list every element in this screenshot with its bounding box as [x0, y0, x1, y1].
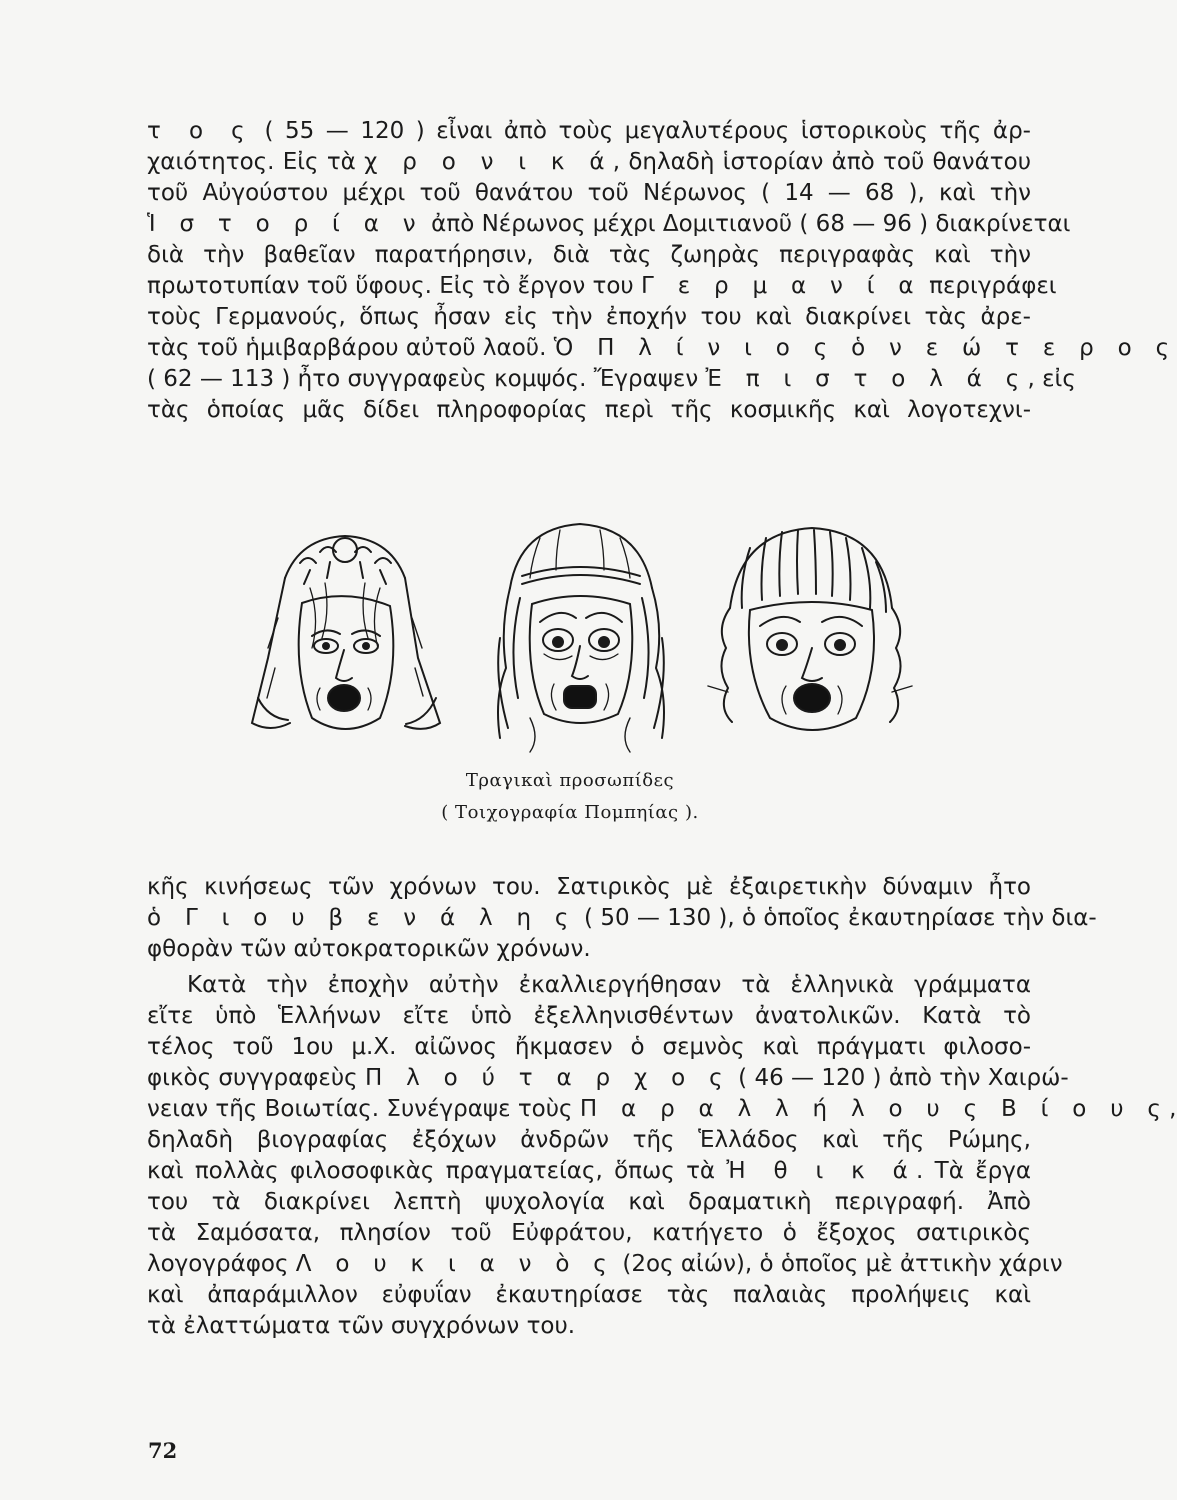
text-line	[147, 178, 1031, 209]
text-run: ( 55 — 120 ) εἶναι ἀπὸ τοὺς μεγαλυτέρους ἱστορικοὺς τῆς ἀρ-	[252, 118, 1031, 144]
emphasized-term: Π α ρ α λ λ ή λ ο υ ς Β ί ο υ ς	[579, 1096, 1170, 1122]
text-line	[147, 903, 1097, 934]
text-run: χαιότητος. Εἰς τὰ	[147, 149, 365, 175]
emphasized-term: τ ο ς	[147, 118, 253, 144]
text-line	[147, 1218, 1031, 1249]
text-run: φθορὰν τῶν αὐτοκρατορικῶν χρόνων.	[147, 936, 591, 962]
text-line	[147, 1280, 1031, 1311]
text-run: πρωτοτυπίαν τοῦ ὕφους. Εἰς τὸ ἔργον του	[147, 273, 642, 299]
emphasized-term: Ἠ θ ι κ ά	[726, 1158, 917, 1184]
text-run: λογογράφος	[147, 1251, 296, 1277]
text-line	[147, 872, 1031, 903]
text-run: φικὸς συγγραφεὺς	[147, 1065, 365, 1091]
paragraph-1	[147, 872, 1097, 965]
text-line	[147, 1311, 1031, 1342]
emphasized-term: Ὁ Π λ ί ν ι ο ς ὁ ν ε ώ τ ε ρ ο ς	[553, 335, 1177, 361]
text-line	[147, 395, 1031, 426]
figure-tragic-masks	[240, 518, 920, 754]
text-run: Κατὰ τὴν ἐποχὴν αὐτὴν ἐκαλλιεργήθησαν τὰ ἑλληνικὰ γράμματα	[187, 972, 1031, 998]
text-run: περιγράφει	[921, 273, 1057, 299]
text-run: τὰ ἐλαττώματα τῶν συγχρόνων του.	[147, 1313, 576, 1339]
emphasized-term: Π λ ο ύ τ α ρ χ ο ς	[364, 1065, 731, 1091]
text-line	[147, 209, 1071, 240]
page-number: 72	[148, 1438, 178, 1463]
emphasized-term: Γ ε ρ μ α ν ί α	[641, 273, 922, 299]
text-run: . Τὰ ἔργα	[916, 1158, 1031, 1184]
text-run: εἴτε ὑπὸ Ἑλλήνων εἴτε ὑπὸ ἐξελληνισθέντων ἀνατολικῶν. Κατὰ τὸ	[147, 1003, 1031, 1029]
text-line	[147, 147, 1031, 178]
emphasized-term: Λ ο υ κ ι α ν ὸ ς	[295, 1251, 616, 1277]
text-line	[147, 1094, 1177, 1125]
text-run: τοῦ Αὐγούστου μέχρι τοῦ θανάτου τοῦ Νέρωνος ( 14 — 68 ), καὶ τὴν	[147, 180, 1031, 206]
text-run: ( 62 — 113 ) ἦτο συγγραφεὺς κομψός. Ἔγραψεν	[147, 366, 706, 392]
text-run: τέλος τοῦ 1ου μ.Χ. αἰῶνος ἤκμασεν ὁ σεμνὸς καὶ πράγματι φιλοσο-	[147, 1034, 1031, 1060]
text-run: του τὰ διακρίνει λεπτὴ ψυχολογία καὶ δραματικὴ περιγραφή. Ἀπὸ	[147, 1189, 1031, 1215]
text-run: καὶ πολλὰς φιλοσοφικὰς πραγματείας, ὅπως τὰ	[147, 1158, 727, 1184]
text-block-top	[147, 116, 1177, 426]
text-run: ,	[1169, 1096, 1177, 1122]
text-run: τὰς ὁποίας μᾶς δίδει πληροφορίας περὶ τῆς κοσμικῆς καὶ λογοτεχνι-	[147, 397, 1031, 423]
text-line	[147, 1032, 1031, 1063]
text-line	[147, 302, 1031, 333]
text-run: , δηλαδὴ ἱστορίαν ἀπὸ τοῦ θανάτου	[612, 149, 1031, 175]
emphasized-term: Ἱ σ τ ο ρ ί α ν	[147, 211, 424, 237]
text-run: νειαν τῆς Βοιωτίας. Συνέγραψε τοὺς	[147, 1096, 580, 1122]
text-run: κῆς κινήσεως τῶν χρόνων του. Σατιρικὸς μὲ ἐξαιρετικὴν δύναμιν ἦτο	[147, 874, 1031, 900]
text-line	[147, 1187, 1031, 1218]
text-line	[147, 240, 1031, 271]
text-run: τοὺς Γερμανούς, ὅπως ἦσαν εἰς τὴν ἐποχήν του καὶ διακρίνει τὰς ἀρε-	[147, 304, 1031, 330]
text-line	[147, 1001, 1031, 1032]
text-line	[147, 333, 1177, 364]
text-run: τὰ Σαμόσατα, πλησίον τοῦ Εὐφράτου, κατήγετο ὁ ἔξοχος σατιρικὸς	[147, 1220, 1031, 1246]
text-run: τὰς τοῦ ἡμιβαρβάρου αὐτοῦ λαοῦ.	[147, 335, 554, 361]
text-line	[147, 934, 1031, 965]
text-run: καὶ ἀπαράμιλλον εὐφυΐαν ἐκαυτηρίασε τὰς παλαιὰς προλήψεις καὶ	[147, 1282, 1031, 1308]
tragic-mask-onkos	[480, 518, 680, 754]
text-line	[147, 1063, 1069, 1094]
tragic-mask-striped-hair	[700, 518, 920, 750]
text-line	[147, 116, 1031, 147]
figure-caption-source: ( Τοιχογραφία Πομπηίας ).	[441, 802, 699, 823]
text-line	[147, 1125, 1031, 1156]
text-line	[147, 364, 1076, 395]
text-line	[147, 1156, 1031, 1187]
text-run: ( 46 — 120 ) ἀπὸ τὴν Χαιρώ-	[730, 1065, 1069, 1091]
text-line	[147, 1249, 1063, 1280]
tragic-mask-wreathed	[240, 518, 455, 748]
paragraph-2	[147, 970, 1177, 1342]
text-run: , εἰς	[1027, 366, 1076, 392]
emphasized-term: Ἐ π ι σ τ ο λ ά ς	[705, 366, 1028, 392]
text-run: (2ος αἰών), ὁ ὁποῖος μὲ ἀττικὴν χάριν	[615, 1251, 1063, 1277]
text-run: διὰ τὴν βαθεῖαν παρατήρησιν, διὰ τὰς ζωηρὰς περιγραφὰς καὶ τὴν	[147, 242, 1031, 268]
text-line	[147, 970, 1031, 1001]
text-run: δηλαδὴ βιογραφίας ἐξόχων ἀνδρῶν τῆς Ἑλλάδος καὶ τῆς Ρώμης,	[147, 1127, 1031, 1153]
emphasized-term: χ ρ ο ν ι κ ά	[364, 149, 613, 175]
text-line	[147, 271, 1057, 302]
text-run: ( 50 — 130 ), ὁ ὁποῖος ἐκαυτηρίασε τὴν δια-	[576, 905, 1097, 931]
text-run: ἀπὸ Νέρωνος μέχρι Δομιτιανοῦ ( 68 — 96 ) διακρίνεται	[423, 211, 1071, 237]
figure-caption-title: Τραγικαὶ προσωπίδες	[465, 770, 675, 791]
text-block-bottom	[147, 872, 1177, 1342]
emphasized-term: ὁ Γ ι ο υ β ε ν ά λ η ς	[147, 905, 577, 931]
